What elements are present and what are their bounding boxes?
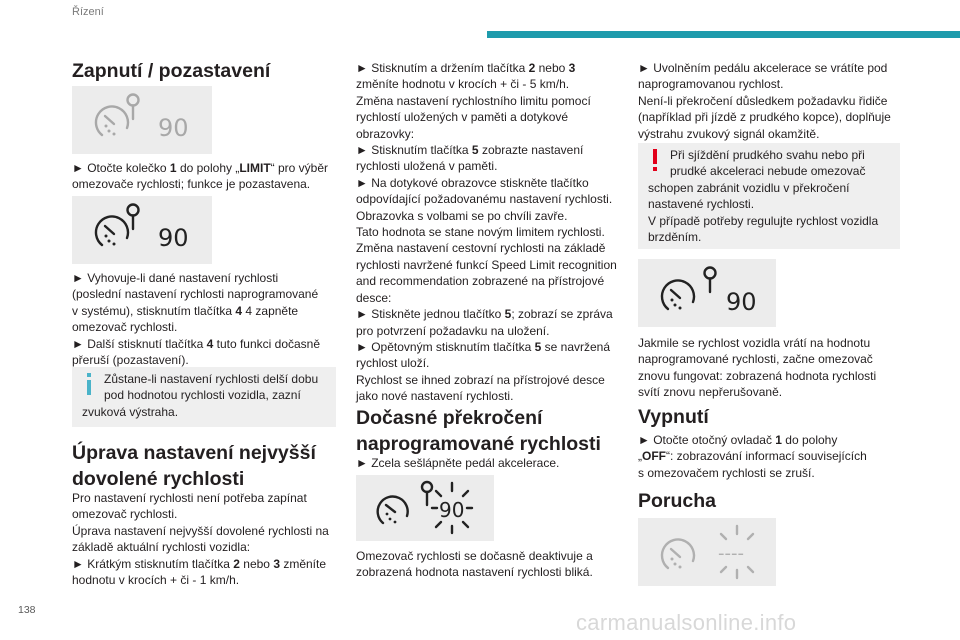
heading-fault: Porucha	[638, 490, 717, 512]
paragraph-limiter-deactivated: Omezovač rychlosti se dočasně deaktivuje a zobrazená hodnota nastavení rychlosti bliká.	[356, 549, 593, 580]
paragraph-switch-off: ► Otočte otočný ovladač 1 do polohy „OFF“: zobrazování informací souvisejících s omezovačem rychlosti se zruší.	[638, 433, 867, 480]
watermark: carmanualsonline.info	[576, 610, 797, 635]
display-dashes: ----	[718, 543, 744, 564]
section-accent-bar	[487, 31, 960, 38]
heading-activation: Zapnutí / pozastavení	[72, 60, 271, 82]
info-note: Zůstane-li nastavení rychlosti delší dobu pod hodnotou rychlosti vozidla, zazní zvuková výstraha.	[72, 367, 336, 427]
display-speed: 90	[726, 288, 757, 316]
section-label: Řízení	[72, 6, 104, 18]
warning-note: Při sjíždění prudkého svahu nebo při prudké akceleraci nebude omezovač schopen zabránit vozidlu v překročení nastavené rychlosti. V případě potřeby regulujte rychlost vozidla brzděním.	[638, 143, 900, 249]
limiter-display-flashing	[356, 475, 494, 541]
speedometer-limiter-icon	[72, 196, 212, 264]
heading-temporary-exceed: Dočasné překročení naprogramované rychlosti	[356, 407, 601, 455]
paragraph-limiter-resumes: Jakmile se rychlost vozidla vrátí na hodnotu naprogramované rychlosti, začne omezovač znovu fungovat: zobrazená hodnota rychlosti svítí znovu nepřerušovaně.	[638, 336, 877, 400]
paragraph-press-pedal: ► Zcela sešlápněte pedál akcelerace.	[356, 456, 560, 470]
page-number: 138	[18, 604, 36, 616]
column-1	[72, 58, 344, 84]
speedometer-limiter-icon	[72, 86, 212, 154]
limiter-display-fault	[638, 518, 776, 586]
paragraph-limit-select: ► Otočte kolečko 1 do polohy „LIMIT“ pro výběr omezovače rychlosti; funkce je pozastavena.	[72, 161, 329, 192]
limiter-display-active	[72, 196, 212, 264]
paragraph-adjust-limit: Pro nastavení rychlosti není potřeba zapínat omezovač rychlosti. Úprava nastavení nejvyšší dovolené rychlosti na základě aktuální rychlosti vozidla: ► Krátkým stisknutím tlačítka 2 nebo 3 změníte hodnotu v krocích + či - 1 km/h.	[72, 491, 329, 588]
display-speed: 90	[439, 498, 465, 522]
paragraph-activate-limiter: ► Vyhovuje-li dané nastavení rychlosti (poslední nastavení rychlosti naprogramované v systému), stisknutím tlačítka 4 4 zapněte omezovač rychlosti. ► Další stisknutí tlačítka 4 tuto funkci dočasně přeruší (pozastavení).	[72, 271, 321, 368]
paragraph-release-pedal: ► Uvolněním pedálu akcelerace se vrátíte pod naprogramovanou rychlost. Není-li překročení důsledkem požadavku řidiče (například při jízdě z prudkého kopce), doplňuje výstrahu zvukový signál okamžitě.	[638, 61, 891, 141]
limiter-display-resumed	[638, 259, 776, 327]
display-speed: 90	[158, 224, 189, 252]
speedometer-limiter-icon	[638, 518, 776, 586]
heading-switch-off: Vypnutí	[638, 406, 709, 428]
limiter-display-paused	[72, 86, 212, 154]
heading-adjust-limit: Úprava nastavení nejvyšší dovolené rychlosti	[72, 442, 316, 490]
speedometer-limiter-icon	[356, 475, 494, 541]
paragraph-hold-buttons: ► Stisknutím a držením tlačítka 2 nebo 3 změníte hodnotu v krocích + či - 5 km/h. Změna nastavení rychlostního limitu pomocí rychlostí uložených v paměti a dotykové obrazovky: ► Stisknutím tlačítka 5 zobrazte nastavení rychlosti uložená v paměti. ► Na dotykové obrazovce stiskněte tlačítko odpovídající požadovanému nastavení rychlosti. Obrazovka s volbami se po chvíli zavře. Tato hodnota se stane novým limitem rychlosti. Změna nastavení cestovní rychlosti na základě rychlosti navržené funkcí Speed Limit recognition and recommendation zobrazené na přístrojové desce: ► Stiskněte jednou tlačítko 5; zobrazí se zpráva pro potvrzení požadavku na uložení. ► Opětovným stisknutím tlačítka 5 se navržená rychlost uloží. Rychlost se ihned zobrazí na přístrojové desce jako nové nastavení rychlosti.	[356, 61, 617, 404]
display-speed: 90	[158, 114, 189, 142]
speedometer-limiter-icon	[638, 259, 776, 327]
